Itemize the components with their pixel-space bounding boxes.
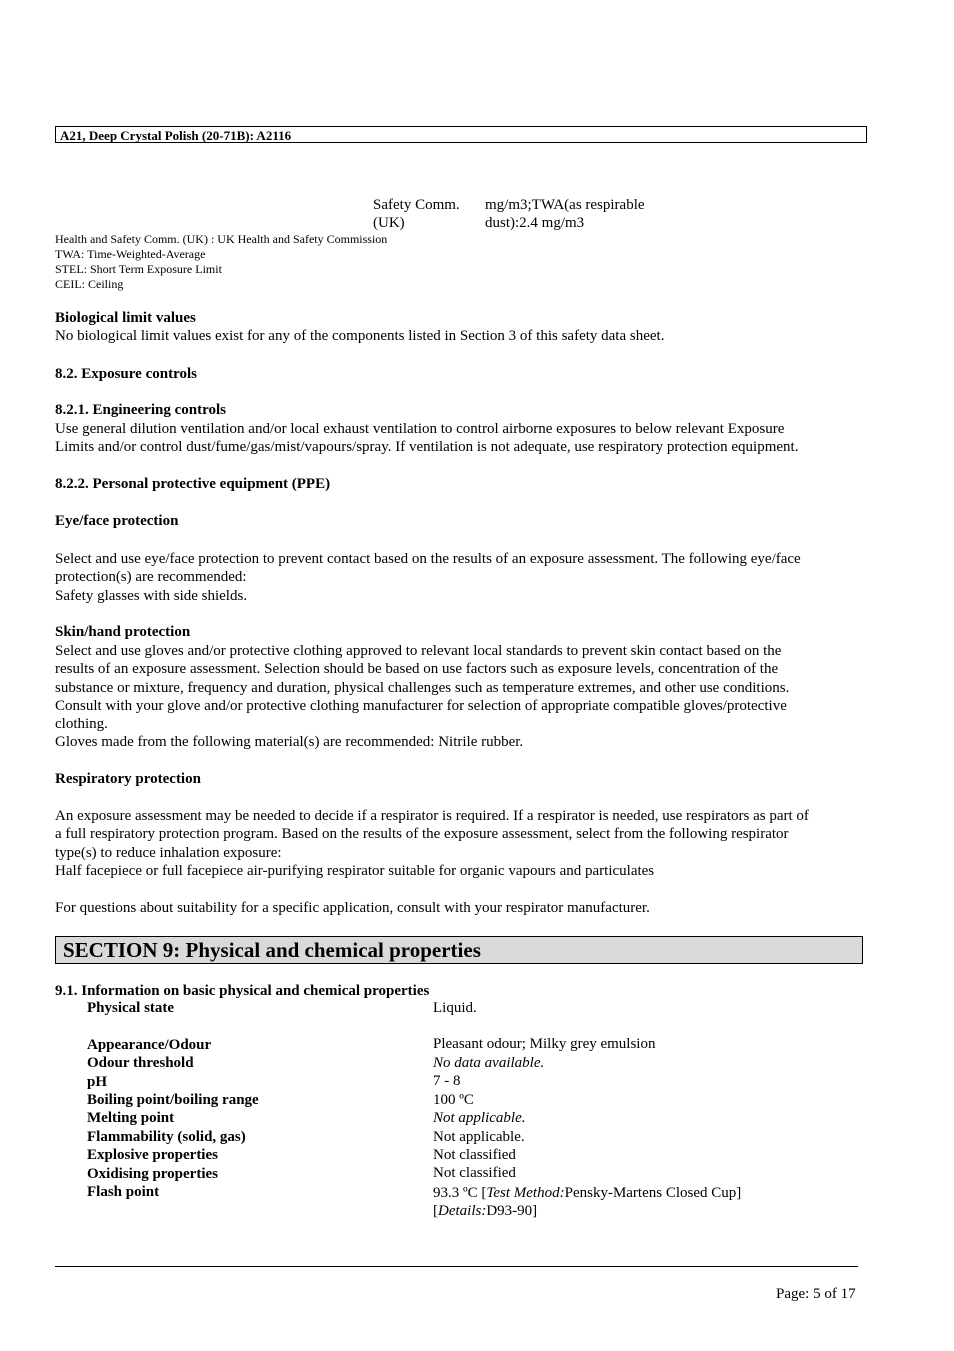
table-cell-line: mg/m3;TWA(as respirable: [485, 197, 645, 213]
table-cell-line: dust):2.4 mg/m3: [485, 215, 585, 231]
text-line: Select and use eye/face protection to prevent contact based on the results of an exposure assessment. The following eye/face: [55, 551, 801, 567]
resp-note: For questions about suitability for a specific application, consult with your respirator manufacturer.: [55, 900, 650, 916]
property-label: Explosive properties: [87, 1147, 218, 1163]
property-label: Melting point: [87, 1110, 175, 1126]
text-line: protection(s) are recommended:: [55, 569, 247, 586]
section-9-subheading: 9.1. Information on basic physical and chemical properties: [55, 983, 430, 999]
property-label: Flash point: [87, 1184, 160, 1200]
page-number: Page: 5 of 17: [776, 1286, 856, 1302]
property-label: pH: [87, 1074, 108, 1090]
abbreviation-item: STEL: Short Term Exposure Limit: [55, 262, 222, 276]
bio-heading: Biological limit values: [55, 310, 196, 326]
test-method: Pensky-Martens Closed Cup]: [564, 1185, 742, 1201]
text-line: An exposure assessment may be needed to decide if a respirator is required. If a respirator is needed, use respirators as part of: [55, 808, 809, 824]
property-label: Physical state: [87, 1000, 175, 1016]
abbreviation-item: CEIL: Ceiling: [55, 277, 124, 291]
text-line: a full respiratory protection program. Based on the results of the exposure assessment, select from the following respirator: [55, 826, 789, 843]
resp-heading: Respiratory protection: [55, 771, 201, 787]
bio-text: No biological limit values exist for any of the components listed in Section 3 of this safety data sheet.: [55, 328, 665, 344]
property-label: Boiling point/boiling range: [87, 1092, 259, 1108]
table-cell-line: Safety Comm.: [373, 197, 460, 213]
text-line: Gloves made from the following material(s) are recommended: Nitrile rubber.: [55, 734, 524, 751]
text-line: clothing.: [55, 716, 108, 733]
property-label: Oxidising properties: [87, 1166, 218, 1182]
footer-rule: [55, 1266, 858, 1267]
property-label: Flammability (solid, gas): [87, 1129, 246, 1145]
property-value: 100 ºC: [433, 1092, 474, 1108]
text-line: substance or mixture, frequency and duration, physical challenges such as temperature extremes, and other use conditions.: [55, 679, 790, 696]
abbreviation-list: [55, 232, 387, 292]
property-value: No data available.: [433, 1055, 545, 1071]
engineering-heading: 8.2.1. Engineering controls: [55, 402, 226, 418]
property-value: 7 - 8: [433, 1073, 461, 1089]
text-line: Select and use gloves and/or protective clothing approved to relevant local standards to prevent skin contact based on the: [55, 643, 782, 659]
table-cell-agency: [373, 196, 460, 232]
property-value: Not classified: [433, 1147, 516, 1163]
text-line: Half facepiece or full facepiece air-purifying respirator suitable for organic vapours and particulates: [55, 862, 655, 879]
engineering-text: [55, 420, 870, 457]
resp-text: [55, 807, 870, 880]
text-line: results of an exposure assessment. Selection should be based on use factors such as exposure levels, concentration of the: [55, 661, 779, 678]
skin-heading: Skin/hand protection: [55, 624, 191, 640]
text-line: Safety glasses with side shields.: [55, 587, 248, 604]
property-label: Odour threshold: [87, 1055, 194, 1071]
text-line: Limits and/or control dust/fume/gas/mist/vapours/spray. If ventilation is not adequate, use respiratory protection equipment.: [55, 439, 799, 456]
skin-text: [55, 642, 870, 752]
document-header: A21, Deep Crystal Polish (20-71B): A2116: [55, 126, 867, 143]
flash-point-temp: 93.3 ºC [: [433, 1185, 487, 1201]
property-value: Not applicable.: [433, 1129, 525, 1145]
flash-point-value: [433, 1184, 741, 1220]
property-label: Appearance/Odour: [87, 1037, 212, 1053]
text-line: Use general dilution ventilation and/or local exhaust ventilation to control airborne exposures to below relevant Exposure: [55, 421, 785, 437]
section-9-title: SECTION 9: Physical and chemical properties: [55, 936, 863, 964]
details-label: Details:: [438, 1203, 487, 1219]
property-value: Not classified: [433, 1165, 516, 1181]
exposure-heading: 8.2. Exposure controls: [55, 366, 197, 382]
table-cell-limit: [485, 196, 645, 232]
abbreviation-item: Health and Safety Comm. (UK) : UK Health and Safety Commission: [55, 232, 388, 246]
eye-heading: Eye/face protection: [55, 513, 179, 529]
property-value: Not applicable.: [433, 1110, 526, 1126]
eye-text: [55, 550, 870, 605]
text-line: type(s) to reduce inhalation exposure:: [55, 844, 282, 861]
flash-point-line: [433, 1202, 741, 1220]
property-value: Pleasant odour; Milky grey emulsion: [433, 1036, 656, 1052]
details-bracket: [: [433, 1203, 438, 1219]
table-cell-line: (UK): [373, 215, 405, 231]
property-value: Liquid.: [433, 1000, 477, 1016]
ppe-heading: 8.2.2. Personal protective equipment (PPE): [55, 476, 331, 492]
test-method-label: Test Method:: [486, 1185, 565, 1201]
details-value: D93-90]: [486, 1203, 538, 1219]
abbreviation-item: TWA: Time-Weighted-Average: [55, 247, 206, 261]
text-line: Consult with your glove and/or protective clothing manufacturer for selection of appropriate compatible gloves/protective: [55, 697, 787, 714]
flash-point-line: [433, 1184, 741, 1202]
